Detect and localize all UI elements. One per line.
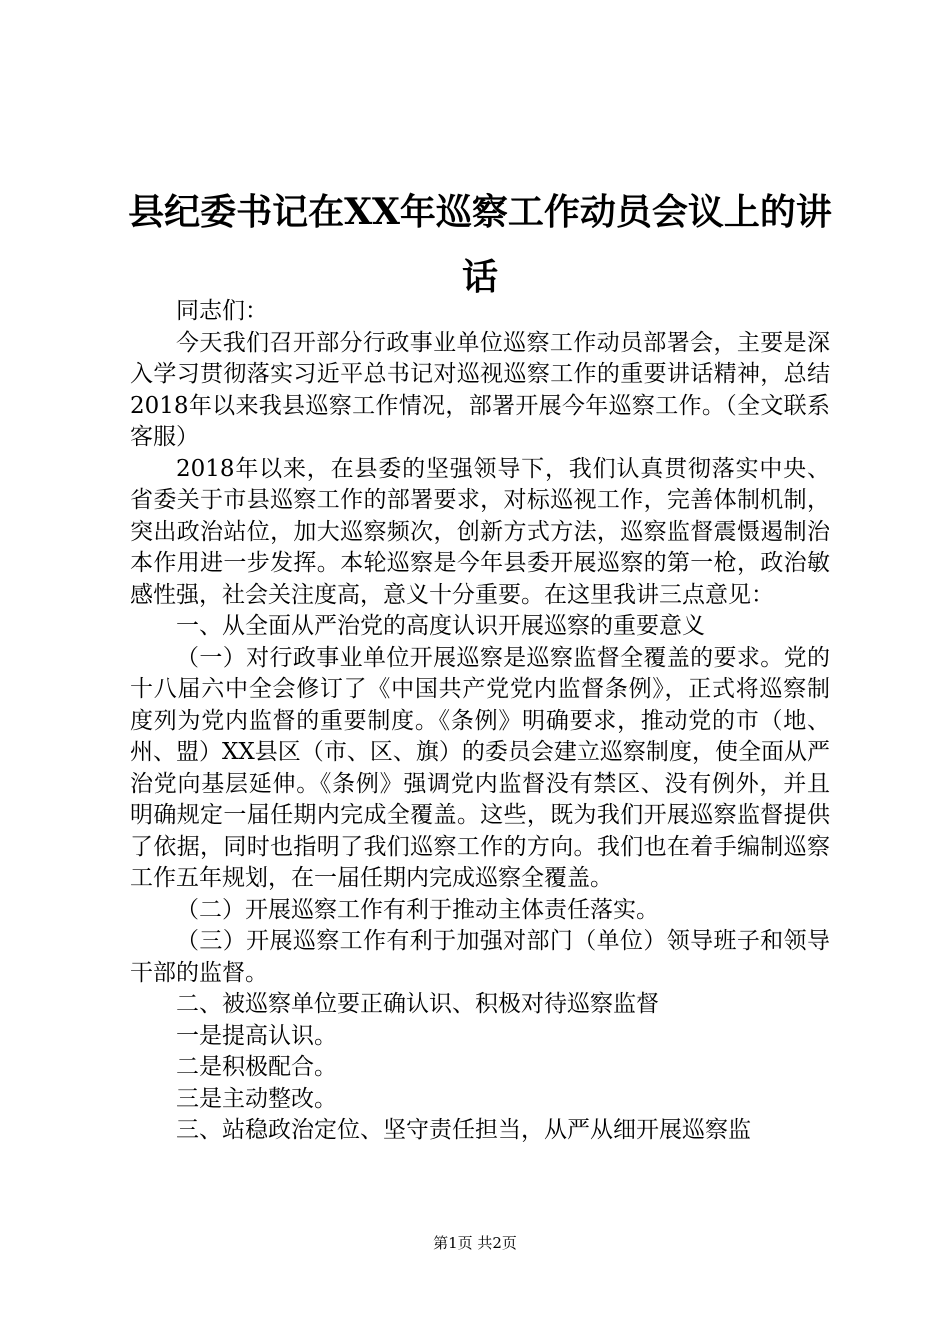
subsection-1-2: （二）开展巡察工作有利于推动主体责任落实。 — [176, 896, 659, 923]
point-2-1: 一是提高认识。 — [176, 1022, 337, 1049]
paragraph-summary: 2018年以来，在县委的坚强领导下，我们认真贯彻落实中央、省委关于市县巡察工作的部署要求，对标巡视工作，完善体制机制，突出政治站位，加大巡察频次，创新方式方法，巡察监督震慑遏制治本作用进一步发挥。本轮巡察是今年县委开展巡察的第一枪，政治敏感性强，社会关注度高，意义十分重要。在这里我讲三点意见： — [130, 455, 830, 608]
paragraph-intro: 今天我们召开部分行政事业单位巡察工作动员部署会，主要是深入学习贯彻落实习近平总书记对巡视巡察工作的重要讲话精神，总结2018年以来我县巡察工作情况，部署开展今年巡察工作。（全文联系客服） — [130, 329, 830, 450]
section-heading-3: 三、站稳政治定位、坚守责任担当，从严从细开展巡察监 — [176, 1117, 751, 1143]
document-title: 县纪委书记在XX年巡察工作动员会议上的讲话 — [128, 191, 832, 298]
page-footer: 第1页 共2页 — [433, 1234, 517, 1252]
document-body — [130, 296, 830, 1147]
subsection-1-1: （一）对行政事业单位开展巡察是巡察监督全覆盖的要求。党的十八届六中全会修订了《中国共产党党内监督条例》，正式将巡察制度列为党内监督的重要制度。《条例》明确要求，推动党的市（地、州、盟）XX县区（市、区、旗）的委员会建立巡察制度，使全面从严治党向基层延伸。《条例》强调党内监督没有禁区、没有例外，并且明确规定一届任期内完成全覆盖。这些，既为我们开展巡察监督提供了依据，同时也指明了我们巡察工作的方向。我们也在着手编制巡察工作五年规划，在一届任期内完成巡察全覆盖。 — [130, 644, 830, 891]
section-heading-2: 二、被巡察单位要正确认识、积极对待巡察监督 — [176, 991, 659, 1017]
section-heading-1: 一、从全面从严治党的高度认识开展巡察的重要意义 — [176, 613, 705, 639]
subsection-1-3: （三）开展巡察工作有利于加强对部门（单位）领导班子和领导干部的监督。 — [130, 928, 830, 986]
salutation: 同志们： — [176, 298, 268, 324]
point-2-2: 二是积极配合。 — [176, 1054, 337, 1080]
point-2-3: 三是主动整改。 — [176, 1085, 337, 1112]
